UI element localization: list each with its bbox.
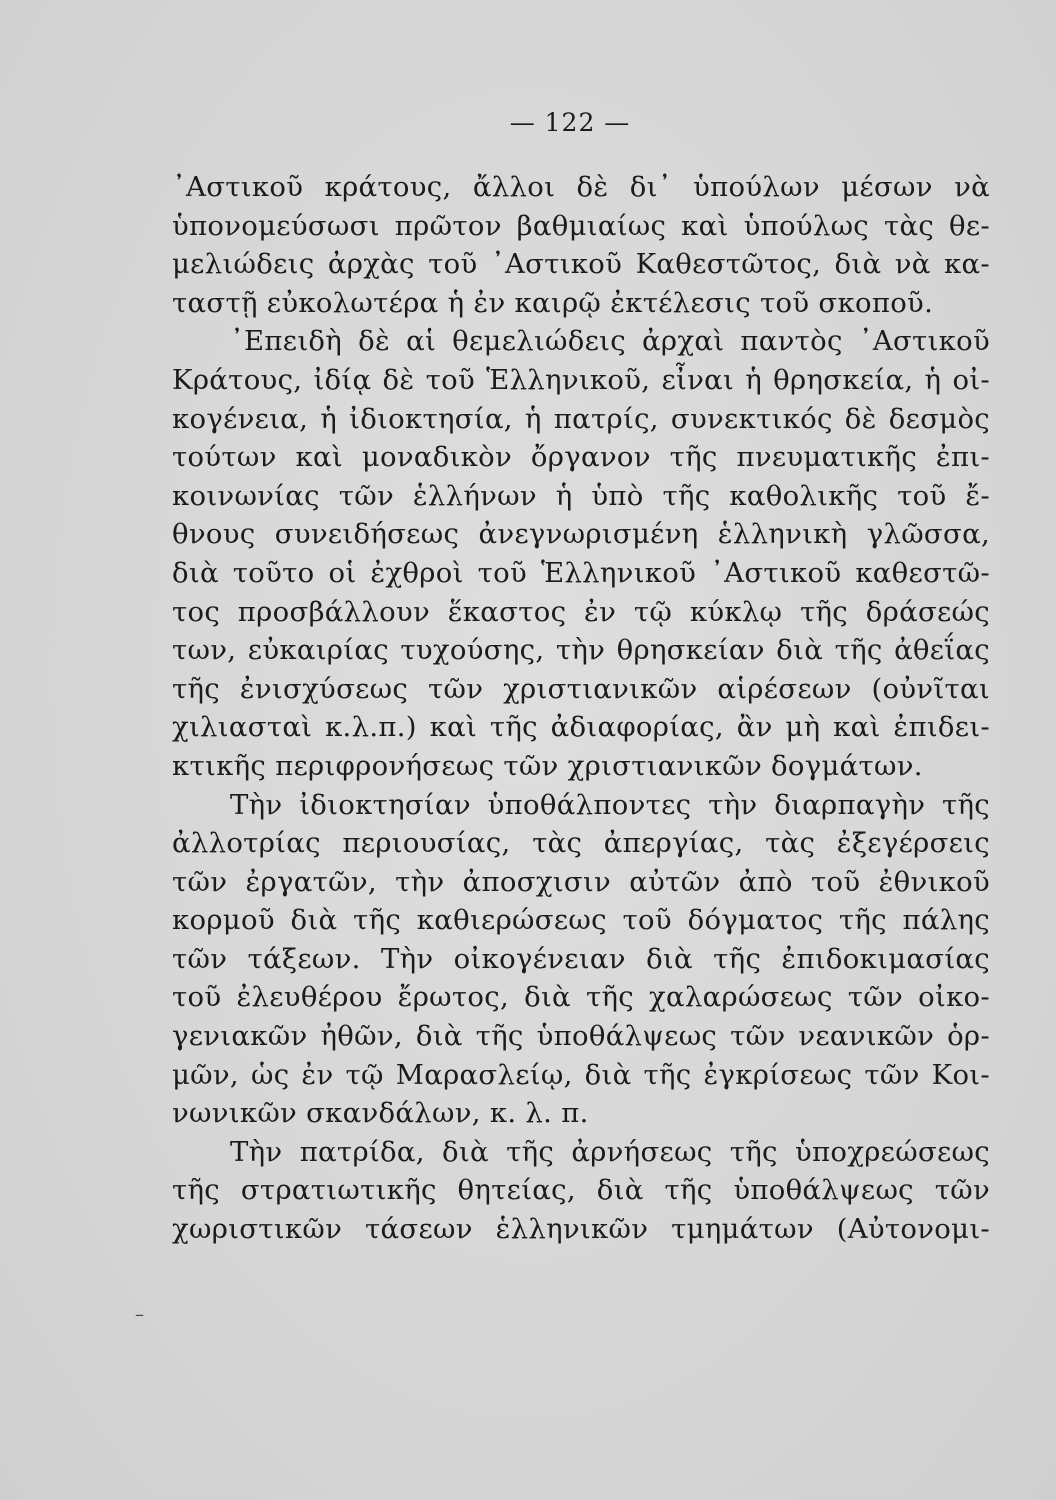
text-line: κοινωνίας τῶν ἑλλήνων ἡ ὑπὸ τῆς καθολικῆς τοῦ ἔ- — [172, 479, 990, 512]
text-line: ταστῇ εὐκολωτέρα ἡ ἐν καιρῷ ἐκτέλεσις τοῦ σκοποῦ. — [172, 286, 934, 319]
text-line: ᾿Αστικοῦ κράτους, ἄλλοι δὲ δι᾿ ὑπούλων μέσων νὰ — [172, 171, 990, 203]
text-line: των, εὐκαιρίας τυχούσης, τὴν θρησκείαν διὰ τῆς ἀθεΐας — [172, 634, 990, 667]
text-line: μῶν, ὡς ἐν τῷ Μαρασλείῳ, διὰ τῆς ἐγκρίσεως τῶν Κοι- — [172, 1058, 990, 1091]
text-line: νωνικῶν σκανδάλων, κ. λ. π. — [172, 1097, 589, 1130]
text-line: ἀλλοτρίας περιουσίας, τὰς ἀπεργίας, τὰς ἐξεγέρσεις — [172, 827, 990, 860]
text-line: διὰ τοῦτο οἱ ἐχθροὶ τοῦ Ἑλληνικοῦ ᾿Αστικοῦ καθεστῶ- — [172, 556, 990, 589]
body-text — [172, 168, 990, 1249]
text-line: χωριστικῶν τάσεων ἑλληνικῶν τμημάτων (Αὐτονομι- — [172, 1213, 990, 1246]
text-line: Κράτους, ἰδίᾳ δὲ τοῦ Ἑλληνικοῦ, εἶναι ἡ θρησκεία, ἡ οἰ- — [172, 363, 990, 396]
text-line: μελιώδεις ἀρχὰς τοῦ ᾿Αστικοῦ Καθεστῶτος, διὰ νὰ κα- — [172, 248, 990, 281]
text-line: τος προσβάλλουν ἕκαστος ἐν τῷ κύκλῳ τῆς δράσεώς — [172, 595, 990, 628]
text-line: κογένεια, ἡ ἰδιοκτησία, ἡ πατρίς, συνεκτικός δὲ δεσμὸς — [172, 402, 990, 435]
text-line: τῆς ἐνισχύσεως τῶν χριστιανικῶν αἱρέσεων (οὐνῖται — [172, 672, 990, 705]
paragraph-start-line: ᾿Επειδὴ δὲ αἱ θεμελιώδεις ἀρχαὶ παντὸς ᾿Αστικοῦ — [230, 325, 990, 358]
margin-dash-mark: – — [135, 1304, 144, 1325]
text-line: τοῦ ἐλευθέρου ἔρωτος, διὰ τῆς χαλαρώσεως τῶν οἰκο- — [172, 981, 990, 1014]
text-line: τούτων καὶ μοναδικὸν ὄργανον τῆς πνευματικῆς ἐπι- — [172, 441, 990, 474]
text-line: τῶν ἐργατῶν, τὴν ἀποσχισιν αὐτῶν ἀπὸ τοῦ ἐθνικοῦ — [172, 865, 990, 898]
text-line: κτικῆς περιφρονήσεως τῶν χριστιανικῶν δογμάτων. — [172, 749, 923, 782]
text-line: τῆς στρατιωτικῆς θητείας, διὰ τῆς ὑποθάλψεως τῶν — [172, 1174, 990, 1207]
page-number: — 122 — — [509, 108, 631, 137]
paragraph-start-line: Τὴν πατρίδα, διὰ τῆς ἀρνήσεως τῆς ὑποχρεώσεως — [230, 1135, 990, 1168]
text-line: ὑπονομεύσωσι πρῶτον βαθμιαίως καὶ ὑπούλως τὰς θε- — [172, 209, 990, 242]
paragraph-start-line: Τὴν ἰδιοκτησίαν ὑποθάλποντες τὴν διαρπαγὴν τῆς — [230, 788, 990, 821]
text-line: κορμοῦ διὰ τῆς καθιερώσεως τοῦ δόγματος τῆς πάλης — [172, 904, 990, 937]
text-line: γενιακῶν ἠθῶν, διὰ τῆς ὑποθάλψεως τῶν νεανικῶν ὁρ- — [172, 1020, 990, 1053]
text-line: χιλιασταὶ κ.λ.π.) καὶ τῆς ἀδιαφορίας, ἂν μὴ καὶ ἐπιδει- — [172, 711, 990, 744]
text-line: τῶν τάξεων. Τὴν οἰκογένειαν διὰ τῆς ἐπιδοκιμασίας — [172, 942, 990, 975]
text-line: θνους συνειδήσεως ἀνεγνωρισμένη ἑλληνικὴ γλῶσσα, — [172, 518, 990, 551]
